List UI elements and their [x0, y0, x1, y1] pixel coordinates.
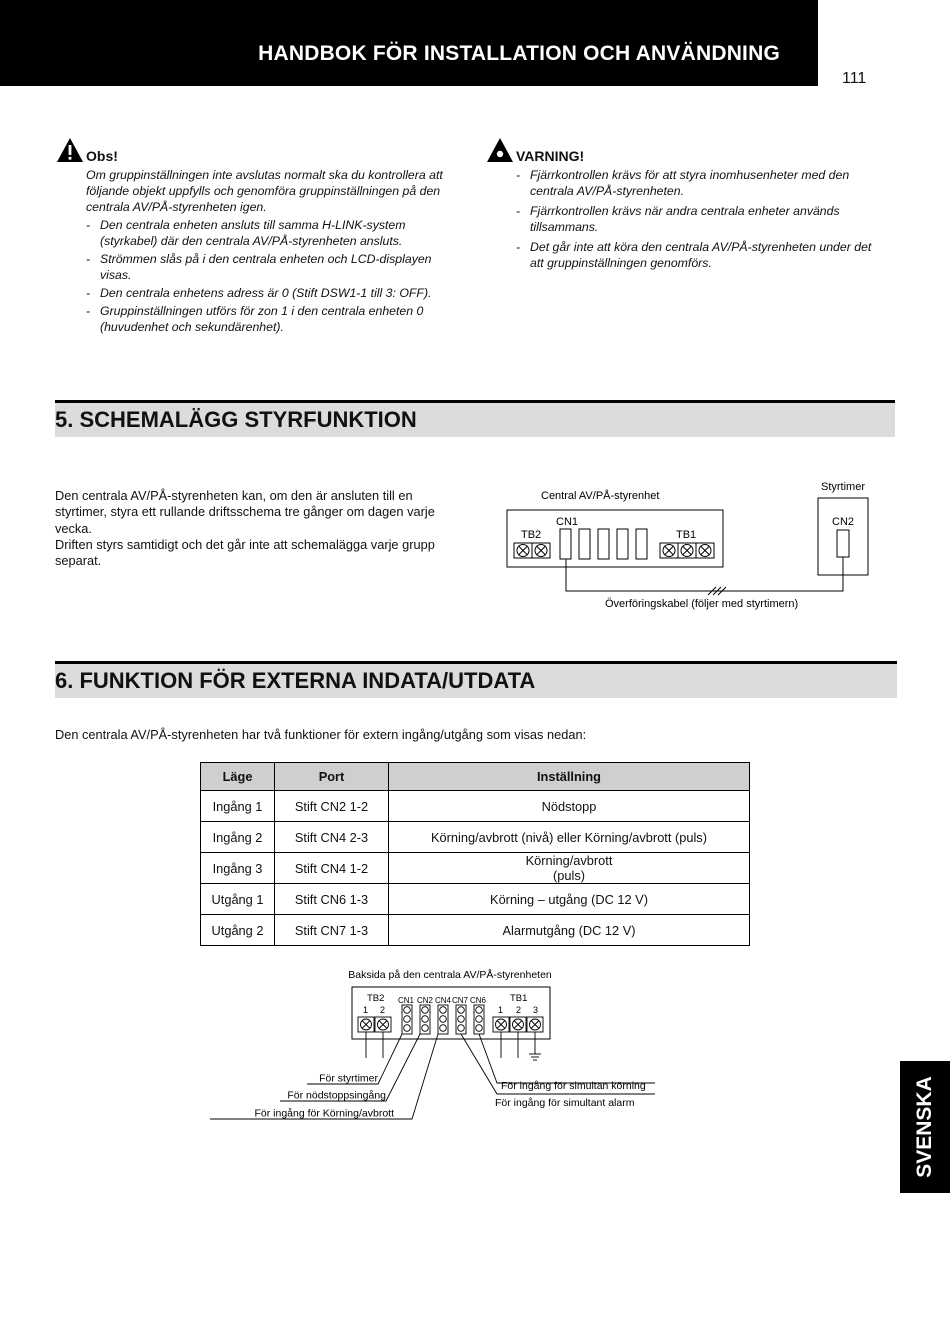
- table-cell: Stift CN6 1-3: [275, 884, 389, 915]
- cn1-label: CN1: [556, 516, 579, 528]
- label-timer: För styrtimer: [319, 1072, 378, 1085]
- table-cell: Stift CN2 1-2: [275, 791, 389, 822]
- section-5-text: [55, 488, 450, 569]
- warning-dot-triangle-icon: [486, 137, 514, 163]
- cn-label: CN2: [417, 996, 434, 1005]
- column-header-setting: Inställning: [389, 763, 750, 791]
- column-header-mode: Läge: [201, 763, 275, 791]
- table-cell: Alarmutgång (DC 12 V): [389, 915, 750, 946]
- tb2-label: TB2: [521, 529, 542, 541]
- table-cell: Ingång 3: [201, 853, 275, 884]
- tb2-terminals: [514, 543, 550, 558]
- language-tab: [900, 1061, 950, 1193]
- table-row: [201, 791, 750, 822]
- label-simultaneous-alarm: För ingång för simultant alarm: [495, 1097, 635, 1109]
- tb2-label: TB2: [367, 993, 385, 1004]
- section-5-bar: [55, 400, 895, 437]
- section-5-paragraph: Den centrala AV/PÅ-styrenheten kan, om den är ansluten till en styrtimer, styra ett rullande driftsschema tre gånger om dagen varje vecka.: [55, 488, 435, 536]
- obs-list: [86, 217, 466, 335]
- tb1-label: TB1: [510, 993, 528, 1004]
- warning-item: - Fjärrkontrollen krävs för att styra inomhusenheter med den centrala AV/PÅ-styrenheten.: [516, 167, 886, 199]
- connector-slots: [560, 529, 647, 559]
- pin-label: 2: [516, 1005, 522, 1015]
- pin-label: 2: [380, 1005, 386, 1015]
- warning-heading: VARNING!: [516, 148, 585, 164]
- label-emergency-stop: För nödstoppsingång: [287, 1089, 386, 1102]
- language-tab-label: SVENSKA: [913, 1076, 936, 1178]
- cable-label: Överföringskabel (följer med styrtimern): [605, 598, 799, 610]
- cn2-label: CN2: [832, 516, 855, 528]
- table-cell: Stift CN4 2-3: [275, 822, 389, 853]
- obs-heading: Obs!: [86, 148, 118, 164]
- tb1-label: TB1: [676, 529, 697, 541]
- timer-label: Styrtimer: [821, 481, 865, 493]
- terminal-blocks: [358, 1017, 543, 1032]
- warning-triangle-icon: [56, 137, 84, 163]
- column-header-port: Port: [275, 763, 389, 791]
- label-run-stop: För ingång för Körning/avbrott: [254, 1107, 394, 1120]
- pin-label: 1: [363, 1005, 369, 1015]
- io-table: [200, 762, 750, 946]
- section-5-paragraph: Driften styrs samtidigt och det går inte att schemalägga varje grupp separat.: [55, 536, 435, 569]
- obs-item: - Den centrala enheten ansluts till samma H-LINK-system (styrkabel) där den centrala AV/PÅ-styrenheten ansluts.: [86, 217, 466, 249]
- table-cell: Körning – utgång (DC 12 V): [389, 884, 750, 915]
- warning-list: [516, 167, 886, 271]
- page-number: 111: [842, 70, 867, 87]
- obs-body: [86, 167, 466, 337]
- table-row: [201, 822, 750, 853]
- table-cell: Nödstopp: [389, 791, 750, 822]
- section-6-intro: Den centrala AV/PÅ-styrenheten har två funktioner för extern ingång/utgång som visas nedan:: [55, 727, 587, 742]
- transfer-cable: [566, 557, 843, 595]
- obs-intro: Om gruppinställningen inte avslutas normalt ska du kontrollera att följande objekt uppfylls och genomföra gruppinställningen på den centrala AV/PÅ-styrenheten igen.: [86, 168, 443, 214]
- section-6-title: 6. FUNKTION FÖR EXTERNA INDATA/UTDATA: [55, 668, 536, 693]
- section-6-bar: [55, 661, 897, 698]
- section-5-title: 5. SCHEMALÄGG STYRFUNKTION: [55, 407, 417, 432]
- cn-label: CN1: [398, 996, 415, 1005]
- cn-label: CN4: [435, 996, 452, 1005]
- warning-item: - Det går inte att köra den centrala AV/PÅ-styrenheten under det att gruppinställningen genomförs.: [516, 239, 886, 271]
- table-cell: Stift CN7 1-3: [275, 915, 389, 946]
- table-cell: Utgång 1: [201, 884, 275, 915]
- table-cell: Utgång 2: [201, 915, 275, 946]
- cn-pin-headers: [402, 1005, 484, 1034]
- label-simultaneous-run: För ingång för simultan körning: [501, 1080, 646, 1092]
- table-cell: Körning/avbrott (nivå) eller Körning/avbrott (puls): [389, 822, 750, 853]
- table-cell: Körning/avbrott (puls): [389, 853, 750, 884]
- warning-item: - Fjärrkontrollen krävs när andra centrala enheter används tillsammans.: [516, 203, 886, 235]
- obs-item: - Strömmen slås på i den centrala enheten och LCD-displayen visas.: [86, 251, 466, 283]
- table-cell: Ingång 2: [201, 822, 275, 853]
- rear-panel-title: Baksida på den centrala AV/PÅ-styrenheten: [348, 969, 552, 981]
- table-row: [201, 884, 750, 915]
- rear-panel-diagram: [200, 962, 670, 1127]
- tb1-terminals: [660, 543, 714, 558]
- page-header-title: HANDBOK FÖR INSTALLATION OCH ANVÄNDNING: [258, 42, 780, 65]
- table-cell: Stift CN4 1-2: [275, 853, 389, 884]
- cn-label: CN6: [470, 996, 487, 1005]
- obs-item: - Den centrala enhetens adress är 0 (Stift DSW1-1 till 3: OFF).: [86, 285, 466, 301]
- table-header-row: [201, 763, 750, 791]
- pin-label: 1: [498, 1005, 504, 1015]
- pin-label: 3: [533, 1005, 539, 1015]
- table-row: [201, 915, 750, 946]
- controller-label: Central AV/PÅ-styrenhet: [541, 490, 660, 502]
- table-row: [201, 853, 750, 884]
- warning-body: [516, 167, 886, 273]
- timer-connector: [837, 530, 849, 557]
- timer-connection-diagram: [490, 472, 890, 617]
- cn-label: CN7: [452, 996, 469, 1005]
- obs-item: - Gruppinställningen utförs för zon 1 i den centrala enheten 0 (huvudenhet och sekundärenhet).: [86, 303, 466, 335]
- table-cell: Ingång 1: [201, 791, 275, 822]
